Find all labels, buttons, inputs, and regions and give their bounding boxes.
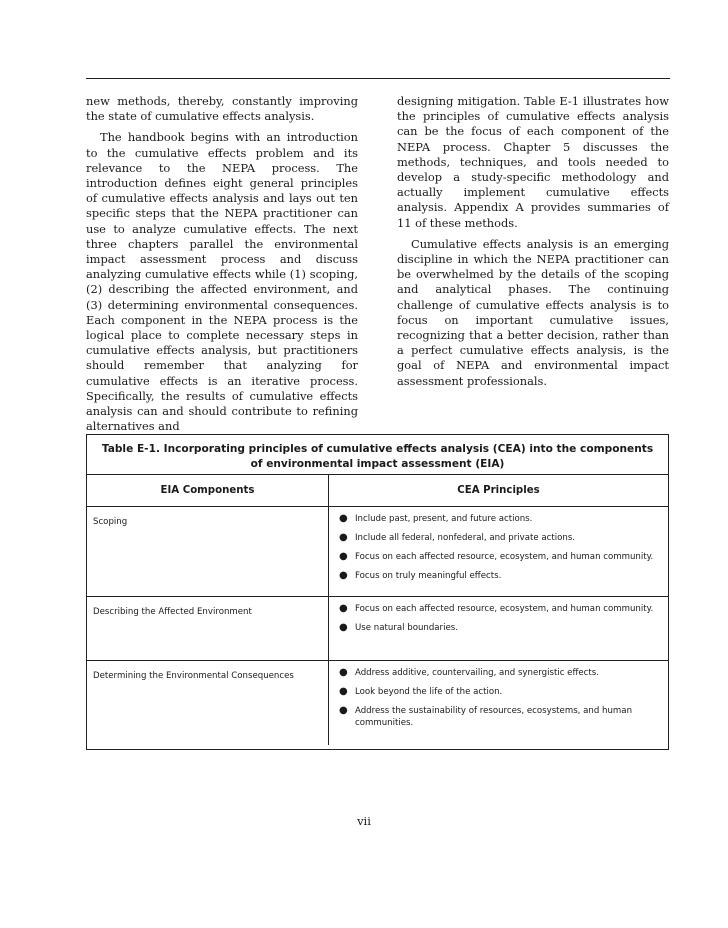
right-column — [397, 94, 669, 395]
principle-text: Focus on truly meaningful effects. — [355, 571, 502, 581]
bullet-icon: ● — [339, 705, 348, 716]
principle-text: Focus on each affected resource, ecosystem, and human community. — [355, 552, 654, 562]
page-number: vii — [357, 814, 371, 828]
principles-cell — [329, 597, 668, 660]
principle-text: Focus on each affected resource, ecosystem, and human community. — [355, 604, 654, 614]
right-paragraph-1: designing mitigation. Table E-1 illustrates how the principles of cumulative effects analysis can be the focus of each component of the NEPA process. Chapter 5 discusses the methods, techniques, and tools needed to develop a study-specific methodology and actually implement cumulative effects analysis. Appendix A provides summaries of 11 of these methods. — [397, 94, 669, 230]
list-item — [329, 532, 660, 544]
principle-text: Address the sustainability of resources, ecosystems, and human communities. — [355, 706, 633, 728]
left-paragraph-2: The handbook begins with an introduction to the cumulative effects problem and its relevance to the NEPA process. The introduction defines eight general principles of cumulative effects analysis and lays out ten specific steps that the NEPA practitioner can use to analyze cumulative effects. The next three chapters parallel the environmental impact assessment process and discuss analyzing cumulative effects while (1) scoping, (2) describing the affected environment, and (3) determining environmental consequences. Each component in the NEPA process is the logical place to complete necessary steps in cumulative effects analysis, but practitioners should remember that analyzing for cumulative effects is an iterative process. Specifically, the results of cumulative effects analysis can and should contribute to refining alternatives and — [86, 130, 358, 434]
table-header-row — [87, 475, 668, 507]
list-item — [329, 667, 660, 679]
principle-text: Include all federal, nonfederal, and private actions. — [355, 533, 576, 543]
bullet-icon: ● — [339, 532, 348, 543]
principles-cell — [329, 507, 668, 596]
list-item — [329, 551, 660, 563]
component-cell: Determining the Environmental Consequences — [87, 661, 329, 745]
right-paragraph-2: Cumulative effects analysis is an emerging discipline in which the NEPA practitioner can be overwhelmed by the details of the scoping and analytical phases. The continuing challenge of cumulative effects analysis is to focus on important cumulative issues, recognizing that a better decision, rather than a perfect cumulative effects analysis, is the goal of NEPA and environmental impact assessment professionals. — [397, 236, 669, 388]
principle-text: Look beyond the life of the action. — [355, 687, 503, 697]
principles-cell — [329, 661, 668, 745]
header-cea-principles: CEA Principles — [457, 485, 540, 496]
list-item — [329, 570, 660, 582]
list-item — [329, 513, 660, 525]
table-title: Table E-1. Incorporating principles of cumulative effects analysis (CEA) into the components of environmental impact assessment (EIA) — [87, 435, 668, 475]
principle-text: Include past, present, and future actions. — [355, 514, 533, 524]
bullet-icon: ● — [339, 570, 348, 581]
table-row-affected-environment — [87, 597, 668, 661]
left-paragraph-1: new methods, thereby, constantly improving the state of cumulative effects analysis. — [86, 94, 358, 124]
bullet-icon: ● — [339, 667, 348, 678]
bullet-icon: ● — [339, 513, 348, 524]
table-row-scoping — [87, 507, 668, 597]
list-item — [329, 686, 660, 698]
list-item — [329, 622, 660, 634]
table-row-environmental-consequences — [87, 661, 668, 745]
header-rule — [86, 78, 670, 79]
table-e1 — [86, 434, 669, 750]
component-cell: Scoping — [87, 507, 329, 596]
component-cell: Describing the Affected Environment — [87, 597, 329, 660]
header-eia-components: EIA Components — [87, 475, 329, 506]
principle-text: Address additive, countervailing, and synergistic effects. — [355, 668, 599, 678]
bullet-icon: ● — [339, 551, 348, 562]
list-item — [329, 603, 660, 615]
bullet-icon: ● — [339, 686, 348, 697]
bullet-icon: ● — [339, 622, 348, 633]
list-item — [329, 705, 660, 729]
bullet-icon: ● — [339, 603, 348, 614]
principle-text: Use natural boundaries. — [355, 623, 458, 633]
left-column — [86, 94, 358, 440]
